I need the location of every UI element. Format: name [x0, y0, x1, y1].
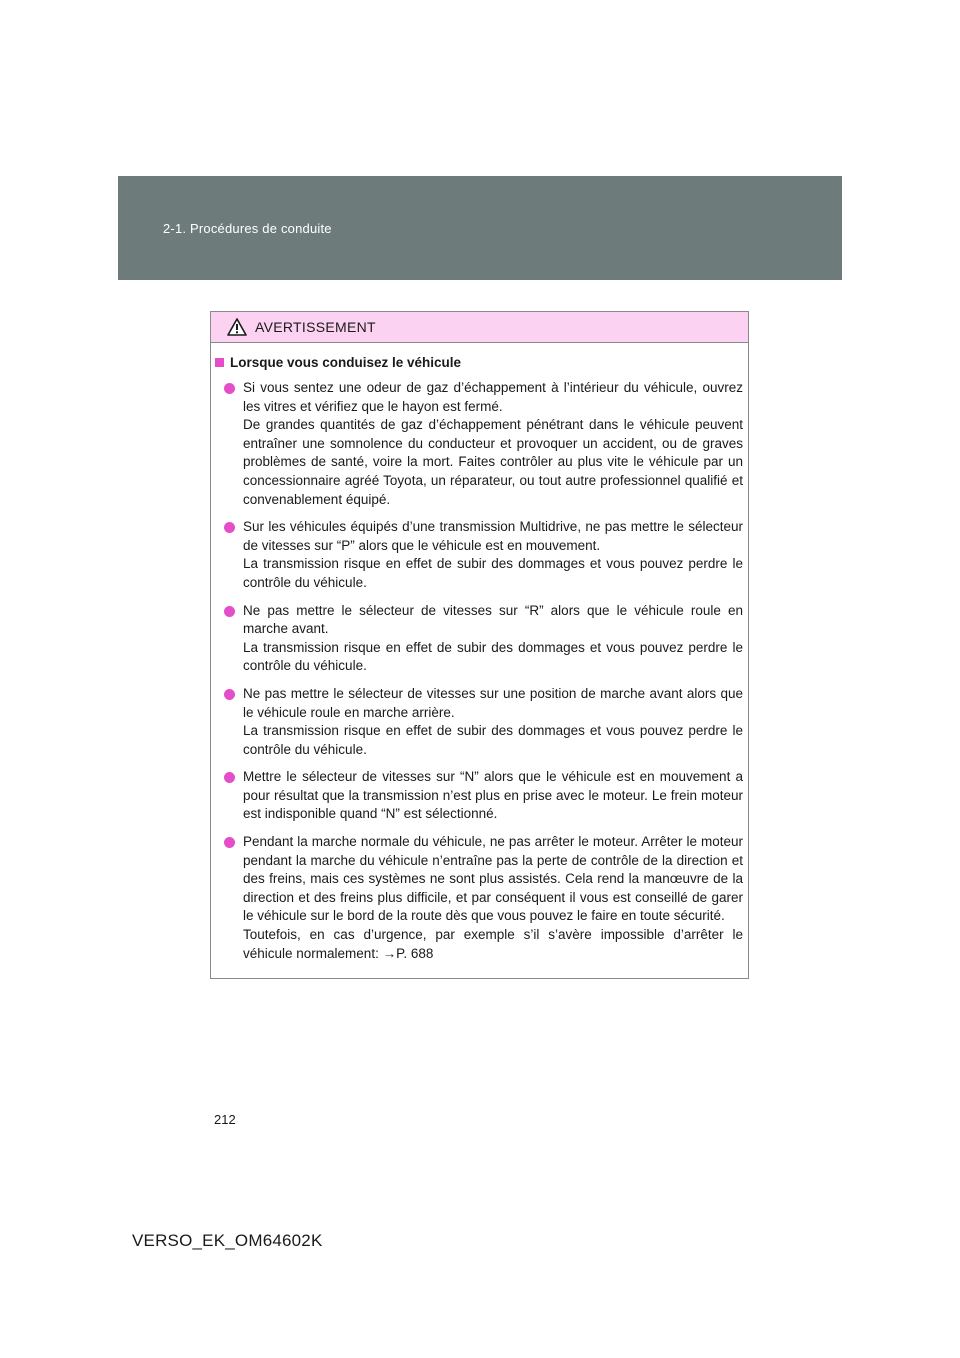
- circle-bullet-icon: [224, 383, 235, 394]
- warning-item: [224, 518, 743, 592]
- section-header-band: [118, 176, 842, 280]
- square-bullet-icon: [215, 358, 224, 367]
- warning-item-text: La transmission risque en effet de subir des dommages et vous pouvez perdre le contrôle du véhicule.: [243, 556, 743, 590]
- circle-bullet-icon: [224, 689, 235, 700]
- circle-bullet-icon: [224, 837, 235, 848]
- circle-bullet-icon: [224, 606, 235, 617]
- warning-items: [224, 379, 743, 972]
- warning-item-text: Toutefois, en cas d’urgence, par exemple s’il s’avère impossible d’arrêter le véhicule normalement: →P. 688: [243, 927, 743, 961]
- warning-item: [224, 379, 743, 509]
- warning-item-text: De grandes quantités de gaz d’échappement pénétrant dans le véhicule peuvent entraîner une somnolence du conducteur et provoquer un accident, ou de graves problèmes de santé, voire la mort. Faites contrôler au plus vite le véhicule par un concessionnaire agréé Toyota, un réparateur, ou tout autre professionnel qualifié et convenablement équipé.: [243, 417, 743, 507]
- page-number: 212: [214, 1112, 236, 1127]
- warning-item-text: La transmission risque en effet de subir des dommages et vous pouvez perdre le contrôle du véhicule.: [243, 639, 743, 674]
- warning-item: [224, 833, 743, 963]
- warning-heading: [215, 355, 461, 370]
- warning-title: AVERTISSEMENT: [255, 319, 376, 335]
- warning-item-text: La transmission risque en effet de subir des dommages et vous pouvez perdre le contrôle du véhicule.: [243, 723, 743, 757]
- warning-item-text: Sur les véhicules équipés d’une transmission Multidrive, ne pas mettre le sélecteur de vitesses sur “P” alors que le véhicule est en mouvement.: [243, 519, 743, 553]
- circle-bullet-icon: [224, 522, 235, 533]
- warning-header: [211, 312, 748, 343]
- warning-item: [224, 602, 743, 676]
- circle-bullet-icon: [224, 772, 235, 783]
- warning-triangle-icon: [227, 318, 247, 336]
- warning-item-text: Ne pas mettre le sélecteur de vitesses sur “R” alors que le véhicule roule en marche avant.: [243, 602, 743, 637]
- warning-item-text: Pendant la marche normale du véhicule, ne pas arrêter le moteur. Arrêter le moteur pendant la marche du véhicule n’entraîne pas la perte de contrôle de la direction et des freins, mais ces systèmes ne sont plus assistés. Cela rend la manœuvre de la direction et des freins plus difficile, et par conséquent il vous est conseillé de garer le véhicule sur le bord de la route dès que vous pouvez le faire en toute sécurité.: [243, 834, 743, 924]
- warning-heading-text: Lorsque vous conduisez le véhicule: [230, 355, 462, 370]
- warning-item-text: Ne pas mettre le sélecteur de vitesses sur une position de marche avant alors que le véhicule roule en marche arrière.: [243, 685, 743, 720]
- document-code: VERSO_EK_OM64602K: [132, 1231, 323, 1250]
- section-title: 2-1. Procédures de conduite: [163, 221, 332, 236]
- warning-item: [224, 768, 743, 824]
- warning-item-text: Mettre le sélecteur de vitesses sur “N” alors que le véhicule est en mouvement a pour résultat que la transmission n’est plus en prise avec le moteur. Le frein moteur est indisponible quand “N” est sélectionné.: [243, 769, 743, 822]
- warning-item-text: Si vous sentez une odeur de gaz d’échappement à l’intérieur du véhicule, ouvrez les vitres et vérifiez que le hayon est fermé.: [243, 380, 743, 414]
- warning-box: [210, 311, 749, 979]
- warning-item: [224, 685, 743, 759]
